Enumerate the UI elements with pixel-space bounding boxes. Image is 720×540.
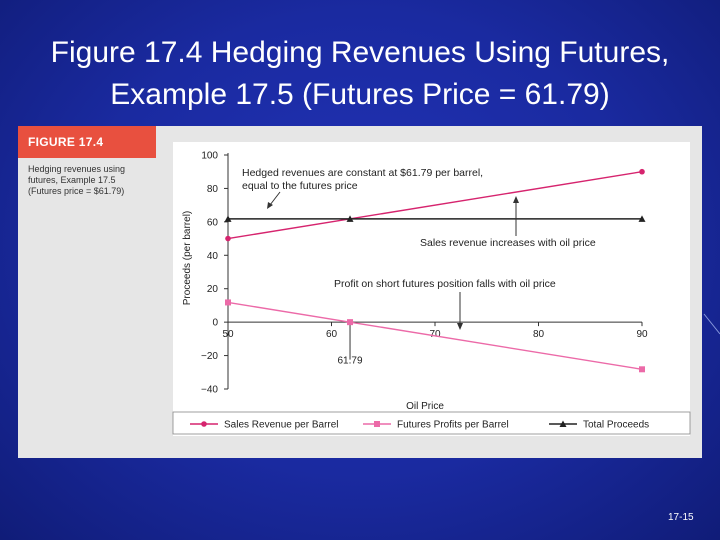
slide-title bbox=[0, 32, 720, 116]
figure-label: FIGURE 17.4 bbox=[28, 135, 104, 149]
y-tick-label: 60 bbox=[206, 217, 218, 229]
x-tick-label: 70 bbox=[429, 329, 441, 341]
annotation-hedged-line-2: equal to the futures price bbox=[242, 180, 358, 192]
figure-caption-line: Hedging revenues using bbox=[28, 164, 126, 174]
slide-number: 17-15 bbox=[668, 512, 694, 523]
chart bbox=[18, 126, 702, 458]
y-tick-label: −20 bbox=[201, 351, 218, 363]
y-axis-label: Proceeds (per barrel) bbox=[182, 210, 193, 306]
sales-revenue-point bbox=[225, 236, 231, 242]
y-tick-label: 100 bbox=[201, 150, 218, 162]
legend-label: Total Proceeds bbox=[583, 419, 650, 431]
futures-profits-point bbox=[225, 299, 231, 305]
annotation-sales: Sales revenue increases with oil price bbox=[420, 237, 596, 249]
x-axis-label: Oil Price bbox=[406, 401, 444, 412]
futures-profits-point bbox=[347, 319, 353, 325]
legend-label: Sales Revenue per Barrel bbox=[224, 419, 339, 431]
slide-title-line-2: Example 17.5 (Futures Price = 61.79) bbox=[110, 78, 610, 111]
x-tick-label: 60 bbox=[325, 329, 338, 341]
futures-profits-line bbox=[228, 302, 642, 369]
annotation-hedged-line-1: Hedged revenues are constant at $61.79 per barrel, bbox=[242, 167, 484, 179]
futures-profits-point bbox=[639, 366, 645, 372]
y-tick-label: 0 bbox=[212, 317, 218, 329]
y-tick-label: 20 bbox=[206, 284, 218, 296]
legend-marker bbox=[374, 421, 380, 427]
legend-label: Futures Profits per Barrel bbox=[397, 419, 509, 431]
slide-title-line-1: Figure 17.4 Hedging Revenues Using Futures, bbox=[50, 36, 670, 69]
legend-marker bbox=[201, 421, 207, 427]
y-tick-label: 80 bbox=[206, 183, 218, 195]
x-tick-label: 80 bbox=[532, 329, 545, 341]
figure-caption-line: (Futures price = $61.79) bbox=[28, 186, 125, 196]
figure-panel bbox=[18, 126, 702, 458]
annotation-futures-arrowhead bbox=[457, 323, 463, 330]
annotation-futures: Profit on short futures position falls with oil price bbox=[334, 278, 556, 290]
edge-decoration bbox=[700, 300, 720, 340]
y-tick-label: 40 bbox=[206, 250, 218, 262]
y-tick-label: −40 bbox=[201, 384, 218, 396]
sales-revenue-point bbox=[639, 169, 645, 175]
x-tick-label: 50 bbox=[222, 329, 234, 341]
annotation-sales-arrowhead bbox=[513, 196, 519, 203]
reference-label: 61.79 bbox=[337, 355, 363, 367]
figure-caption-line: futures, Example 17.5 bbox=[28, 175, 116, 185]
annotation-hedged-arrow bbox=[270, 192, 280, 205]
x-tick-label: 90 bbox=[636, 329, 648, 341]
